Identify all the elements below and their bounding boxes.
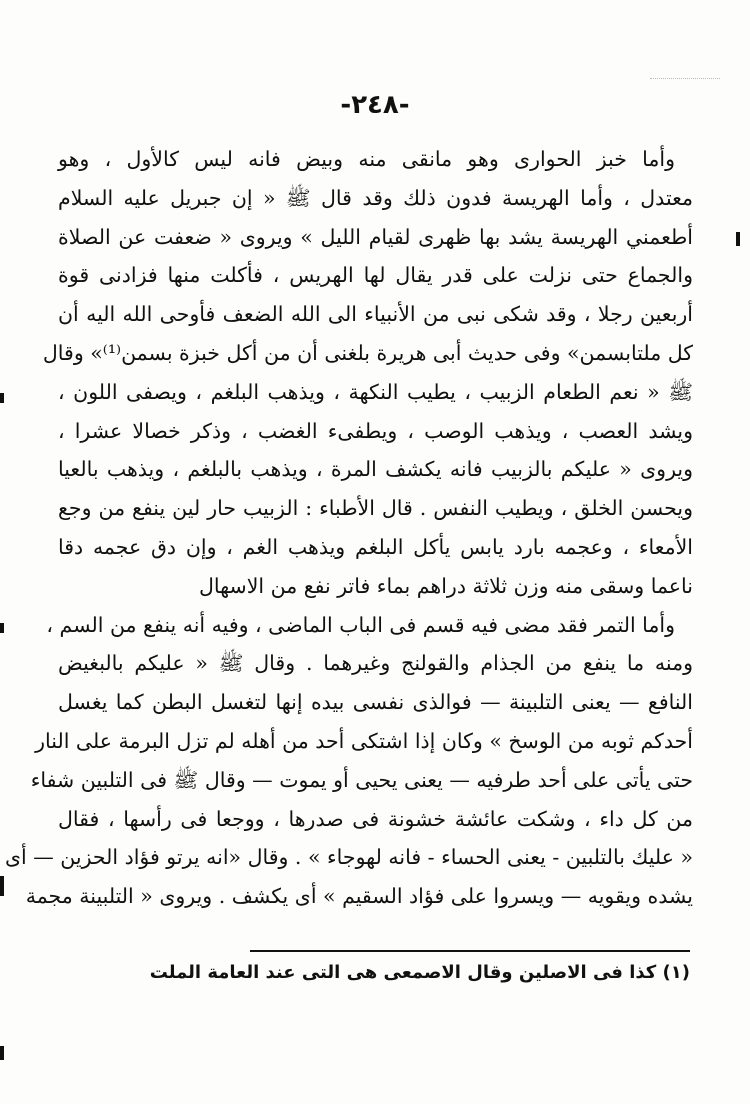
text-line: أحدكم ثوبه من الوسخ » وكان إذا اشتكى أحد من أهله لم تزل البرمة على النار [35,728,693,753]
margin-mark [0,393,4,403]
text-line: ويحسن الخلق ، ويطيب النفس . قال الأطباء : الزبيب حار لين ينفع من وجع [58,496,693,521]
text-line: « عليك بالتلبين - يعنى الحساء - فانه لهوجاء » . وقال «انه يرتو فؤاد الحزين — أى [4,845,693,870]
text-line: وأما خبز الحوارى وهو مانقى منه وبيض فانه ليس كالأول ، وهو [58,147,675,171]
text-line: أطعمني الهريسة يشد بها ظهرى لقيام الليل » ويروى « ضعفت عن الصلاة [58,224,693,249]
margin-mark [0,1046,4,1060]
text-line: وأما التمر فقد مضى فيه قسم فى الباب الماضى ، وفيه أنه ينفع من السم ، [46,612,675,637]
text-line: النافع — يعنى التلبينة — فوالذى نفسى بيده إنها لتغسل البطن كما يغسل [58,690,693,715]
text-line: ويروى « عليكم بالزبيب فانه يكشف المرة ، ويذهب بالبلغم ، ويذهب بالعيا [58,457,693,482]
margin-mark [0,876,4,896]
text-line: ناعما وسقى منه وزن ثلاثة دراهم بماء فاتر نفع من الاسهال [198,573,693,598]
margin-mark [736,232,740,246]
text-line: يشده ويقويه — ويسروا على فؤاد السقيم » أى يكشف . ويروى « التلبينة مجمة [25,884,693,909]
text-line: حتى يأتى على أحد طرفيه — يعنى يحيى أو يموت — وقال ﷺ فى التلبين شفاء [30,767,693,792]
text-line: ويشد العصب ، ويذهب الوصب ، ويطفىء الغضب ، وذكر خصالا عشرا ، [58,418,693,443]
footnote: (١) كذا فى الاصلين وقال الاصمعى هى التى عند العامة الملت [149,962,690,983]
margin-mark [0,623,4,633]
text-line: من كل داء ، وشكت عائشة خشونة فى صدرها ، ووجعا فى رأسها ، فقال [58,806,693,831]
text-line: كل ملتابسمن» وفى حديث أبى هريرة بلغنى أن من أكل خبزة بسمن⁽¹⁾» وقال [42,340,693,365]
text-line: والجماع حتى نزلت على قدر يقال لها الهريس ، فأكلت منها فزادنى قوة [58,263,693,288]
body-text [4,140,693,916]
text-line: ﷺ « نعم الطعام الزبيب ، يطيب النكهة ، ويذهب البلغم ، ويصفى اللون ، [58,379,693,404]
footnote-divider [250,950,690,952]
text-line: ومنه ما ينفع من الجذام والقولنج وغيرهما . وقال ﷺ « عليكم بالبغيض [58,651,693,676]
text-line: الأمعاء ، وعجمه بارد يابس يأكل البلغم ويذهب الغم ، وإن دق عجمه دقا [58,534,693,559]
text-line: معتدل ، وأما الهريسة فدون ذلك وقد قال ﷺ « إن جبريل عليه السلام [58,185,693,210]
scan-artifact [650,78,720,79]
page-number: -٢٤٨- [340,90,410,120]
text-line: أربعين رجلا ، وقد شكى نبى من الأنبياء الى الله الضعف فأوحى الله اليه أن [58,302,693,327]
